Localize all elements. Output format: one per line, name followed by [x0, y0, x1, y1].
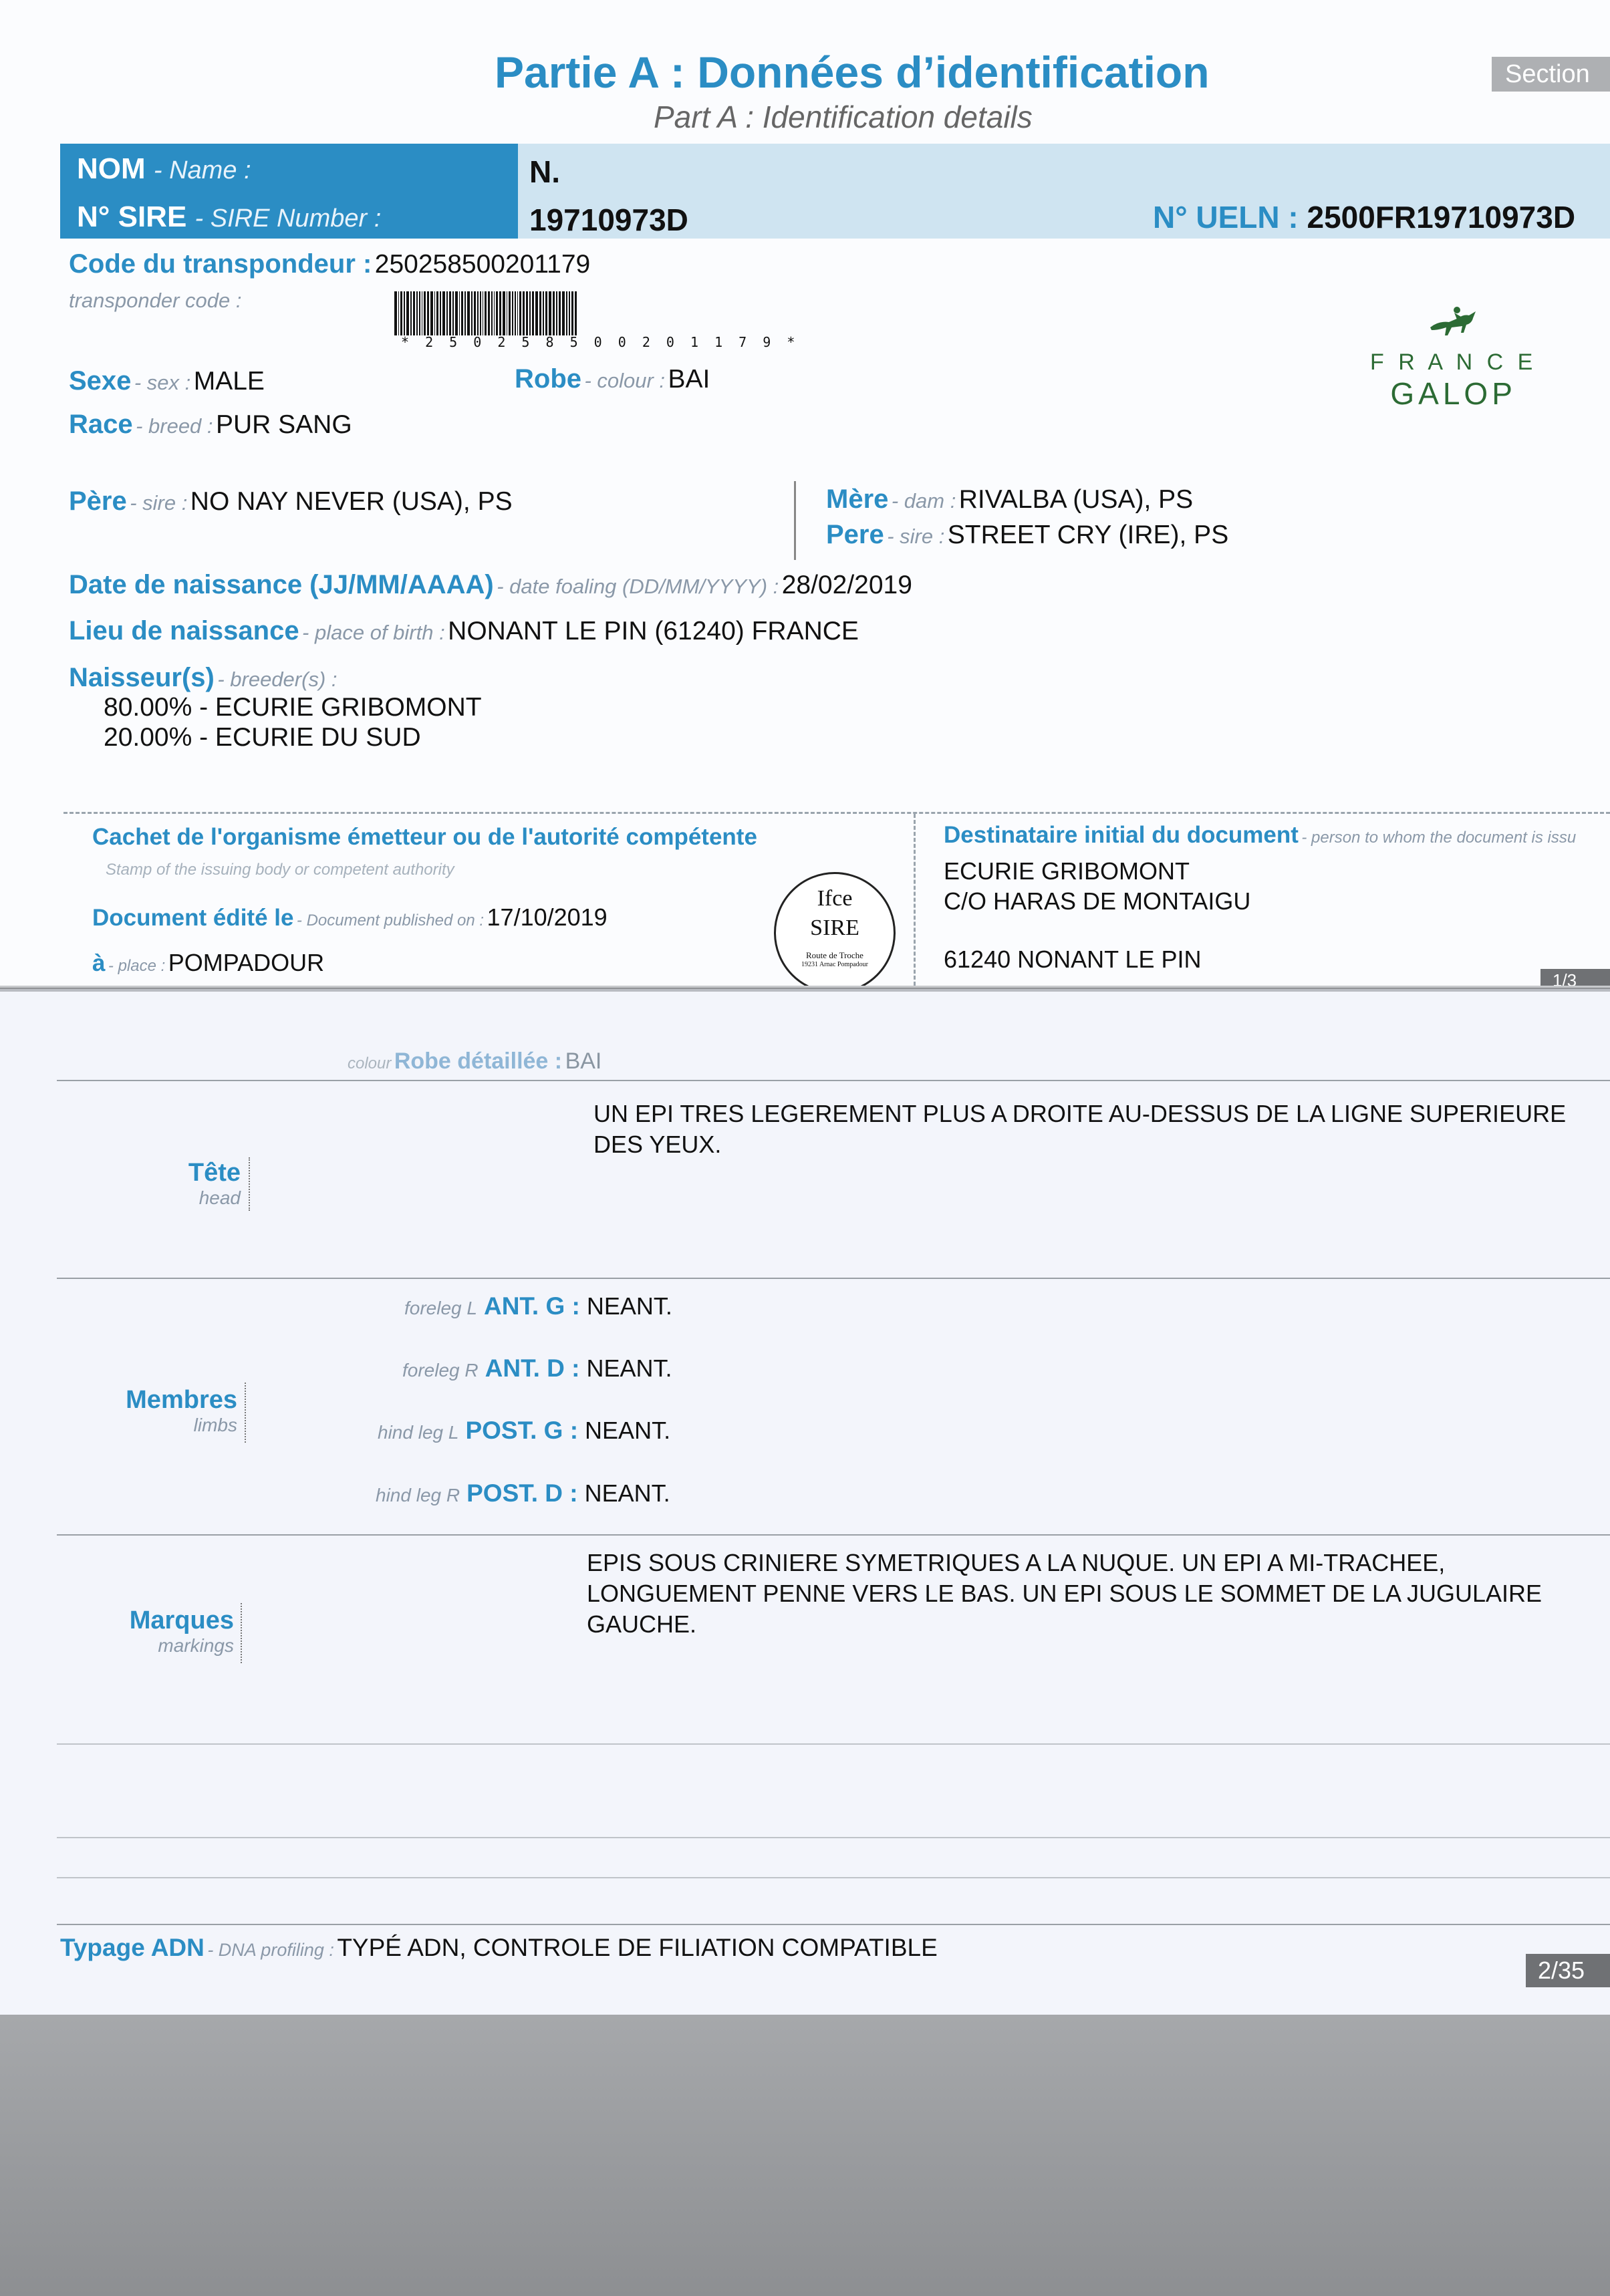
row-divider [57, 1877, 1610, 1878]
limb-foreleg-left: foreleg L ANT. G : NEANT. [404, 1292, 672, 1320]
ueln: N° UELN : 2500FR19710973D [1153, 200, 1576, 235]
markings-description: EPIS SOUS CRINIERE SYMETRIQUES A LA NUQUE. UN EPI A MI-TRACHEE, LONGUEMENT PENNE VERS LE BAS. UN EPI SOUS LE SOMMET DE LA JUGULAIRE GAUCHE. [587, 1549, 1542, 1638]
label-divider [241, 1603, 242, 1663]
background-surface [0, 2015, 1610, 2296]
date-of-birth-row: Date de naissance (JJ/MM/AAAA) - date foaling (DD/MM/YYYY) : 28/02/2019 [69, 570, 912, 599]
row-divider [57, 1743, 1610, 1745]
colour-row: Robe - colour : BAI [515, 364, 710, 394]
footer-column-divider [914, 814, 916, 986]
transponder-row: Code du transpondeur : 250258500201179 [69, 249, 591, 279]
dna-profiling-row: Typage ADN - DNA profiling : TYPÉ ADN, CONTROLE DE FILIATION COMPATIBLE [60, 1934, 938, 1961]
published-row: Document édité le - Document published on : 17/10/2019 [92, 903, 608, 931]
label-divider [245, 1383, 246, 1443]
description-page [0, 989, 1610, 2017]
limb-hind-leg-right: hind leg R POST. D : NEANT. [376, 1479, 670, 1507]
place-of-birth-row: Lieu de naissance - place of birth : NONANT LE PIN (61240) FRANCE [69, 616, 859, 645]
markings-label: Marques markings [129, 1606, 234, 1656]
barcode [393, 291, 847, 339]
barcode-icon [393, 291, 847, 335]
breeder-item: 20.00% - ECURIE DU SUD [104, 723, 421, 752]
name-value: N. [529, 154, 560, 189]
limbs-label: Membres limbs [126, 1386, 237, 1435]
head-description: UN EPI TRES LEGEREMENT PLUS A DROITE AU-DESSUS DE LA LIGNE SUPERIEURE DES YEUX. [593, 1100, 1567, 1158]
sire-number-value: 19710973D [529, 202, 688, 237]
head-label: Tête head [188, 1159, 241, 1208]
dam-sire-row: Pere - sire : STREET CRY (IRE), PS [826, 520, 1229, 549]
row-divider [57, 1534, 1610, 1536]
page-number: 1/3 [1540, 969, 1610, 986]
barcode-text: * 2 5 0 2 5 8 5 0 0 2 0 1 1 7 9 * [401, 334, 799, 350]
row-divider [57, 1837, 1610, 1838]
recipient-line: C/O HARAS DE MONTAIGU [944, 887, 1251, 915]
recipient-label-row: Destinataire initial du document - person to whom the document is issu [944, 822, 1577, 848]
limb-foreleg-right: foreleg R ANT. D : NEANT. [402, 1354, 672, 1382]
parents-divider [794, 481, 796, 560]
stamp-label-en: Stamp of the issuing body or competent authority [106, 861, 454, 879]
france-galop-logo [1370, 301, 1536, 412]
stamp-label: Cachet de l'organisme émetteur ou de l'autorité compétente [92, 824, 757, 850]
row-divider [57, 1278, 1610, 1279]
dam-row: Mère - dam : RIVALBA (USA), PS [826, 484, 1194, 514]
row-divider [57, 1080, 1610, 1081]
label-divider [249, 1157, 250, 1211]
sire-number-label: N° SIRE - SIRE Number : [77, 200, 382, 233]
breeder-item: 80.00% - ECURIE GRIBOMONT [104, 693, 482, 722]
row-divider [57, 1924, 1610, 1925]
sire-parent-row: Père - sire : NO NAY NEVER (USA), PS [69, 486, 513, 516]
section-tab: Section [1492, 57, 1610, 92]
page-number: 2/35 [1526, 1954, 1610, 1987]
horse-jockey-icon [1424, 301, 1484, 341]
recipient-line: ECURIE GRIBOMONT [944, 857, 1190, 885]
ifce-stamp: Ifce SIRE Route de Troche 19231 Arnac Pompadour [774, 872, 896, 988]
published-place-row: à - place : POMPADOUR [92, 949, 325, 976]
recipient-postal: 61240 NONANT LE PIN [944, 946, 1202, 973]
transponder-label-en: transponder code : [69, 289, 242, 312]
breed-row: Race - breed : PUR SANG [69, 410, 352, 439]
page-title: Partie A : Données d’identification [495, 47, 1210, 97]
sex-row: Sexe - sex : MALE [69, 366, 265, 396]
identification-page [0, 0, 1610, 988]
detailed-colour-row: colour Robe détaillée : BAI [348, 1048, 602, 1074]
name-label: NOM - Name : [77, 152, 251, 185]
breeders-label: Naisseur(s) - breeder(s) : [69, 663, 338, 692]
limb-hind-leg-left: hind leg L POST. G : NEANT. [378, 1417, 671, 1444]
page-subtitle: Part A : Identification details [654, 100, 1033, 134]
logo-line-1: F R A N C E [1370, 349, 1537, 375]
section-divider [63, 812, 1610, 814]
logo-line-2: GALOP [1390, 376, 1516, 411]
